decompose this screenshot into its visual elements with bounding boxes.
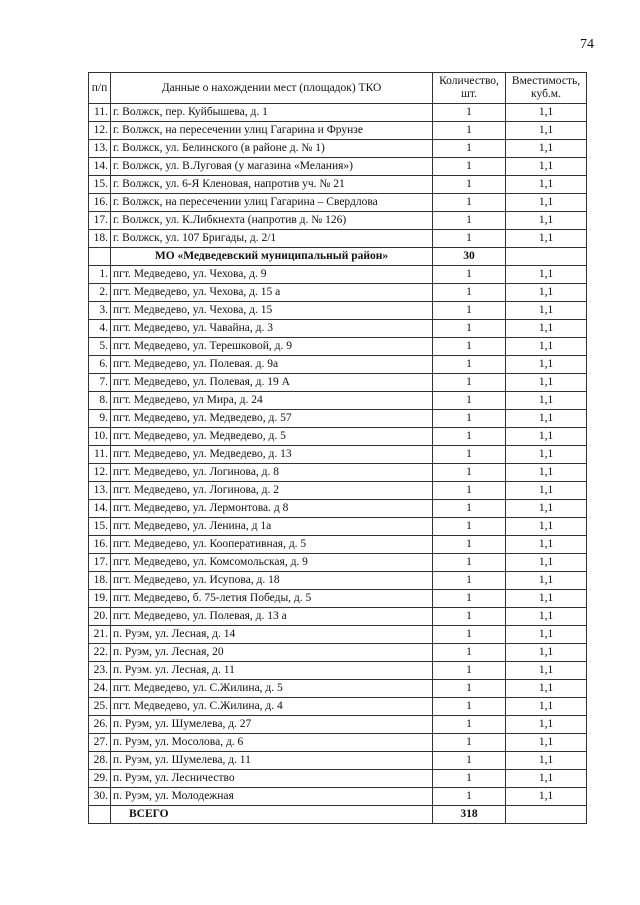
row-quantity: 1	[433, 392, 506, 410]
table-row	[89, 482, 587, 500]
row-place: г. Волжск, ул. В.Луговая (у магазина «Мелания»)	[111, 158, 433, 176]
row-quantity: 1	[433, 680, 506, 698]
row-quantity: 1	[433, 734, 506, 752]
table-row	[89, 734, 587, 752]
row-number: 10.	[89, 428, 111, 446]
row-place: пгт. Медведево, ул. Чехова, д. 15 а	[111, 284, 433, 302]
row-quantity: 1	[433, 590, 506, 608]
row-number: 12.	[89, 464, 111, 482]
row-quantity: 1	[433, 554, 506, 572]
row-quantity: 1	[433, 194, 506, 212]
row-place: п. Руэм, ул. Шумелева, д. 27	[111, 716, 433, 734]
table-row	[89, 554, 587, 572]
row-quantity: 1	[433, 302, 506, 320]
row-quantity: 1	[433, 122, 506, 140]
row-quantity: 1	[433, 158, 506, 176]
row-capacity: 1,1	[506, 194, 587, 212]
row-quantity: 1	[433, 698, 506, 716]
table-row	[89, 356, 587, 374]
row-capacity: 1,1	[506, 392, 587, 410]
row-capacity: 1,1	[506, 122, 587, 140]
row-capacity: 1,1	[506, 428, 587, 446]
table-row	[89, 644, 587, 662]
row-quantity: 1	[433, 536, 506, 554]
row-number: 15.	[89, 518, 111, 536]
row-capacity: 1,1	[506, 230, 587, 248]
row-number: 17.	[89, 554, 111, 572]
row-number: 9.	[89, 410, 111, 428]
row-capacity: 1,1	[506, 716, 587, 734]
row-place: пгт. Медведево, ул. Чехова, д. 15	[111, 302, 433, 320]
row-place: пгт. Медведево, б. 75-летия Победы, д. 5	[111, 590, 433, 608]
row-number: 14.	[89, 500, 111, 518]
total-label: ВСЕГО	[111, 806, 433, 824]
row-place: пгт. Медведево, ул. Полевая. д. 9а	[111, 356, 433, 374]
row-place: пгт. Медведево, ул. С.Жилина, д. 5	[111, 680, 433, 698]
row-capacity: 1,1	[506, 104, 587, 122]
row-place: пгт. Медведево, ул. Логинова, д. 2	[111, 482, 433, 500]
header-capacity: Вместимость, куб.м.	[506, 73, 587, 104]
row-quantity: 1	[433, 446, 506, 464]
table-row	[89, 770, 587, 788]
row-quantity: 1	[433, 662, 506, 680]
table-row	[89, 662, 587, 680]
row-quantity: 1	[433, 374, 506, 392]
row-place: п. Руэм, ул. Шумелева, д. 11	[111, 752, 433, 770]
table-row	[89, 410, 587, 428]
table-row	[89, 122, 587, 140]
row-capacity: 1,1	[506, 626, 587, 644]
row-capacity: 1,1	[506, 752, 587, 770]
row-place: пгт. Медведево, ул. Медведево, д. 5	[111, 428, 433, 446]
row-capacity: 1,1	[506, 536, 587, 554]
page-number: 74	[580, 37, 594, 52]
row-quantity: 1	[433, 716, 506, 734]
row-place: пгт. Медведево, ул. Лермонтова. д 8	[111, 500, 433, 518]
row-number: 2.	[89, 284, 111, 302]
section-number	[89, 248, 111, 266]
row-quantity: 1	[433, 608, 506, 626]
row-number: 18.	[89, 572, 111, 590]
row-capacity: 1,1	[506, 554, 587, 572]
row-capacity: 1,1	[506, 356, 587, 374]
row-number: 16.	[89, 194, 111, 212]
row-place: г. Волжск, ул. 6-Я Кленовая, напротив уч. № 21	[111, 176, 433, 194]
row-number: 20.	[89, 608, 111, 626]
row-number: 21.	[89, 626, 111, 644]
row-quantity: 1	[433, 464, 506, 482]
table-row	[89, 536, 587, 554]
header-number: п/п	[89, 73, 111, 104]
row-place: г. Волжск, ул. Белинского (в районе д. № 1)	[111, 140, 433, 158]
row-place: г. Волжск, на пересечении улиц Гагарина и Фрунзе	[111, 122, 433, 140]
row-capacity: 1,1	[506, 320, 587, 338]
row-capacity: 1,1	[506, 500, 587, 518]
row-number: 6.	[89, 356, 111, 374]
row-place: п. Руэм, ул. Лесная, 20	[111, 644, 433, 662]
row-number: 3.	[89, 302, 111, 320]
table-row	[89, 104, 587, 122]
row-quantity: 1	[433, 338, 506, 356]
table-row	[89, 428, 587, 446]
table-row	[89, 788, 587, 806]
row-capacity: 1,1	[506, 266, 587, 284]
row-capacity: 1,1	[506, 680, 587, 698]
section-row	[89, 248, 587, 266]
row-number: 17.	[89, 212, 111, 230]
row-capacity: 1,1	[506, 410, 587, 428]
section-title: МО «Медведевский муниципальный район»	[111, 248, 433, 266]
row-place: г. Волжск, ул. К.Либкнехта (напротив д. № 126)	[111, 212, 433, 230]
row-number: 16.	[89, 536, 111, 554]
table-row	[89, 176, 587, 194]
row-place: пгт. Медведево, ул. Ленина, д 1а	[111, 518, 433, 536]
row-capacity: 1,1	[506, 302, 587, 320]
row-place: п. Руэм. ул. Лесная, д. 11	[111, 662, 433, 680]
row-number: 24.	[89, 680, 111, 698]
row-number: 1.	[89, 266, 111, 284]
row-capacity: 1,1	[506, 464, 587, 482]
row-place: пгт. Медведево, ул. Терешковой, д. 9	[111, 338, 433, 356]
row-capacity: 1,1	[506, 158, 587, 176]
row-quantity: 1	[433, 428, 506, 446]
row-number: 22.	[89, 644, 111, 662]
row-number: 26.	[89, 716, 111, 734]
row-place: пгт. Медведево, ул. Полевая, д. 13 а	[111, 608, 433, 626]
row-number: 19.	[89, 590, 111, 608]
row-number: 8.	[89, 392, 111, 410]
row-number: 4.	[89, 320, 111, 338]
row-place: г. Волжск, ул. 107 Бригады, д. 2/1	[111, 230, 433, 248]
row-place: пгт. Медведево, ул Мира, д. 24	[111, 392, 433, 410]
row-quantity: 1	[433, 284, 506, 302]
row-number: 13.	[89, 140, 111, 158]
table-row	[89, 626, 587, 644]
row-quantity: 1	[433, 518, 506, 536]
table-row	[89, 212, 587, 230]
row-quantity: 1	[433, 212, 506, 230]
row-capacity: 1,1	[506, 176, 587, 194]
row-quantity: 1	[433, 482, 506, 500]
row-capacity: 1,1	[506, 608, 587, 626]
row-quantity: 1	[433, 140, 506, 158]
table-row	[89, 284, 587, 302]
row-number: 27.	[89, 734, 111, 752]
row-quantity: 1	[433, 788, 506, 806]
header-place: Данные о нахождении мест (площадок) ТКО	[111, 73, 433, 104]
table-row	[89, 338, 587, 356]
table-row	[89, 230, 587, 248]
table-row	[89, 500, 587, 518]
row-quantity: 1	[433, 176, 506, 194]
row-capacity: 1,1	[506, 212, 587, 230]
row-capacity: 1,1	[506, 590, 587, 608]
table-row	[89, 608, 587, 626]
row-quantity: 1	[433, 572, 506, 590]
total-row	[89, 806, 587, 824]
row-place: п. Руэм, ул. Лесная, д. 14	[111, 626, 433, 644]
row-quantity: 1	[433, 266, 506, 284]
row-capacity: 1,1	[506, 284, 587, 302]
row-number: 28.	[89, 752, 111, 770]
row-place: пгт. Медведево, ул. Чавайна, д. 3	[111, 320, 433, 338]
table-row	[89, 518, 587, 536]
row-place: п. Руэм, ул. Молодежная	[111, 788, 433, 806]
row-capacity: 1,1	[506, 518, 587, 536]
row-quantity: 1	[433, 644, 506, 662]
table-row	[89, 572, 587, 590]
table-row	[89, 158, 587, 176]
total-capacity	[506, 806, 587, 824]
row-number: 11.	[89, 104, 111, 122]
row-place: пгт. Медведево, ул. Медведево, д. 13	[111, 446, 433, 464]
table-row	[89, 266, 587, 284]
section-quantity: 30	[433, 248, 506, 266]
row-place: пгт. Медведево, ул. Логинова, д. 8	[111, 464, 433, 482]
row-place: пгт. Медведево, ул. Медведево, д. 57	[111, 410, 433, 428]
row-capacity: 1,1	[506, 644, 587, 662]
row-quantity: 1	[433, 752, 506, 770]
row-quantity: 1	[433, 500, 506, 518]
row-number: 23.	[89, 662, 111, 680]
row-capacity: 1,1	[506, 662, 587, 680]
table-row	[89, 140, 587, 158]
row-place: пгт. Медведево, ул. Исупова, д. 18	[111, 572, 433, 590]
section-capacity	[506, 248, 587, 266]
table-row	[89, 302, 587, 320]
row-capacity: 1,1	[506, 374, 587, 392]
row-number: 14.	[89, 158, 111, 176]
row-place: пгт. Медведево, ул. Кооперативная, д. 5	[111, 536, 433, 554]
row-capacity: 1,1	[506, 140, 587, 158]
total-quantity: 318	[433, 806, 506, 824]
table-header-row	[89, 73, 587, 104]
row-quantity: 1	[433, 104, 506, 122]
row-number: 11.	[89, 446, 111, 464]
row-quantity: 1	[433, 320, 506, 338]
table-row	[89, 464, 587, 482]
row-quantity: 1	[433, 410, 506, 428]
row-number: 5.	[89, 338, 111, 356]
row-capacity: 1,1	[506, 446, 587, 464]
row-number: 7.	[89, 374, 111, 392]
table-row	[89, 392, 587, 410]
table-row	[89, 446, 587, 464]
row-quantity: 1	[433, 356, 506, 374]
row-number: 15.	[89, 176, 111, 194]
table-row	[89, 680, 587, 698]
row-capacity: 1,1	[506, 572, 587, 590]
table-row	[89, 716, 587, 734]
row-quantity: 1	[433, 230, 506, 248]
row-place: пгт. Медведево, ул. Полевая, д. 19 А	[111, 374, 433, 392]
row-capacity: 1,1	[506, 788, 587, 806]
table-row	[89, 698, 587, 716]
row-place: пгт. Медведево, ул. Комсомольская, д. 9	[111, 554, 433, 572]
table-row	[89, 752, 587, 770]
table-row	[89, 374, 587, 392]
row-place: п. Руэм, ул. Лесничество	[111, 770, 433, 788]
row-number: 13.	[89, 482, 111, 500]
row-quantity: 1	[433, 770, 506, 788]
row-number: 30.	[89, 788, 111, 806]
row-number: 12.	[89, 122, 111, 140]
table-row	[89, 194, 587, 212]
row-place: г. Волжск, на пересечении улиц Гагарина – Свердлова	[111, 194, 433, 212]
table-row	[89, 590, 587, 608]
row-place: г. Волжск, пер. Куйбышева, д. 1	[111, 104, 433, 122]
tko-sites-table	[88, 72, 587, 824]
row-number: 29.	[89, 770, 111, 788]
row-number: 25.	[89, 698, 111, 716]
row-place: п. Руэм, ул. Мосолова, д. 6	[111, 734, 433, 752]
row-place: пгт. Медведево, ул. Чехова, д. 9	[111, 266, 433, 284]
row-capacity: 1,1	[506, 698, 587, 716]
row-capacity: 1,1	[506, 482, 587, 500]
row-capacity: 1,1	[506, 338, 587, 356]
row-capacity: 1,1	[506, 770, 587, 788]
header-quantity: Количество, шт.	[433, 73, 506, 104]
total-number	[89, 806, 111, 824]
row-quantity: 1	[433, 626, 506, 644]
table-row	[89, 320, 587, 338]
row-capacity: 1,1	[506, 734, 587, 752]
row-place: пгт. Медведево, ул. С.Жилина, д. 4	[111, 698, 433, 716]
row-number: 18.	[89, 230, 111, 248]
